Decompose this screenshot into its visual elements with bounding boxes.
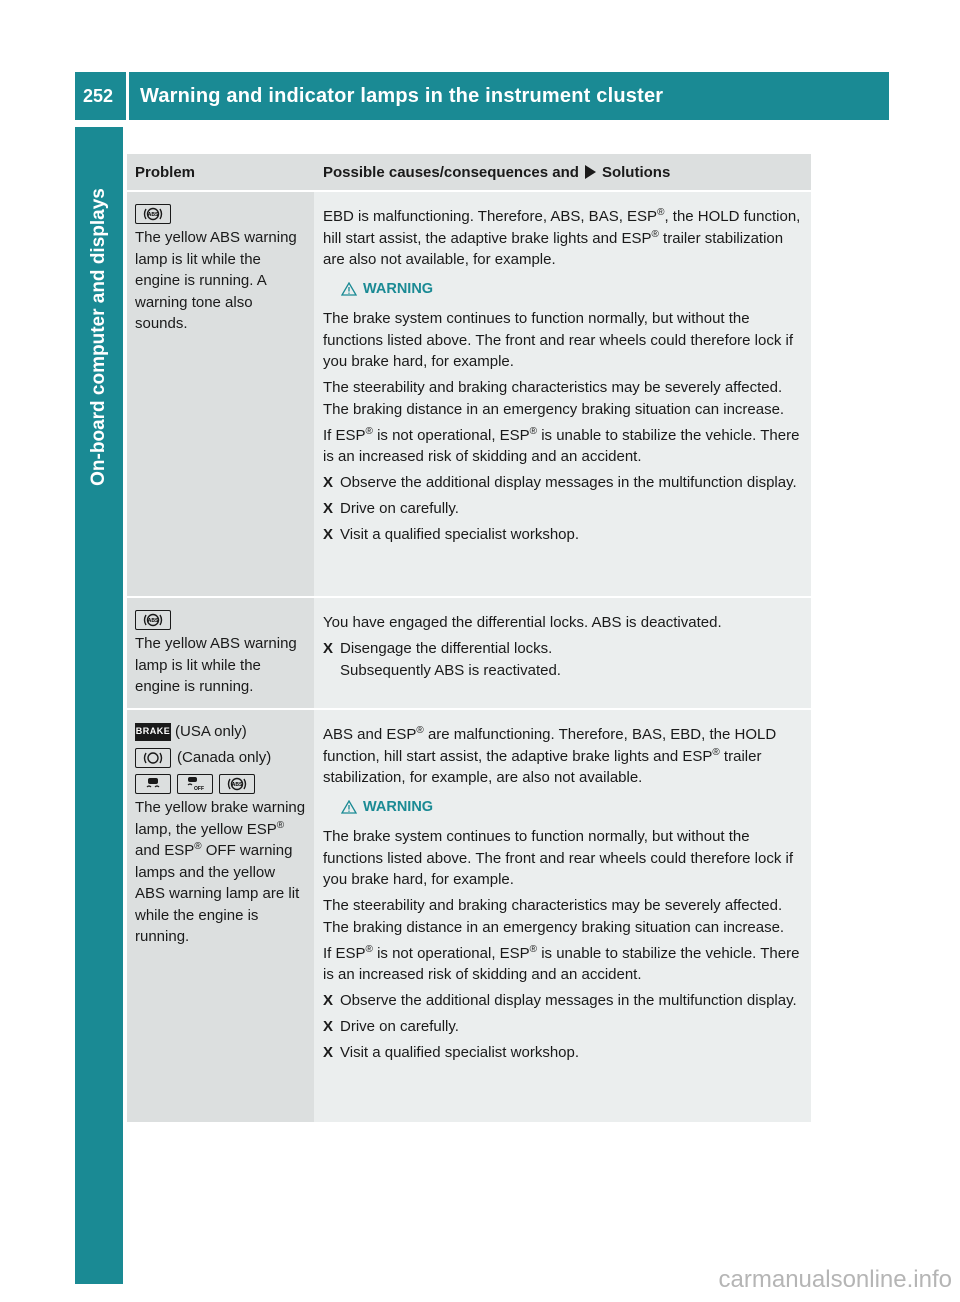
abs-lamp-icon [135, 610, 171, 630]
solution-cell: ABS and ESP® are malfunctioning. Therefore, BAS, EBD, the HOLD function, hill start assist, the adaptive brake lights and ESP® trailer stabilization, for example, are also not available. WARNING The brake system continues to function normally, but without the functions listed above. The front and rear wheels could therefore lock if you brake hard, for example. The steerability and braking characteristics may be severely affected. The braking distance in an emergency braking situation can increase. If ESP® is not operational, ESP® is unable to stabilize the vehicle. There is an increased risk of skidding and an accident. X Observe the additional display messages in the multifunction display. X Drive on carefully. X Visit a qualified specialist workshop. [314, 710, 811, 1122]
table-row [127, 708, 811, 1122]
lamp-table [127, 154, 811, 1122]
warning-heading: WARNING [341, 279, 805, 301]
abs-lamp-icon [219, 774, 255, 794]
chapter-label: On-board computer and displays [88, 188, 109, 486]
svg-text:ABS: ABS [147, 618, 159, 624]
brake-circle-icon [135, 748, 171, 768]
page-number: 252 [83, 85, 114, 106]
chapter-tab [75, 127, 123, 1284]
list-item: X Visit a qualified specialist workshop. [323, 1044, 580, 1061]
esp-off-lamp-icon [177, 774, 213, 794]
problem-cell: BRAKE (USA only) (Canada only) OFF ABS The yellow brake warning lamp, the yellow ESP® and ESP® OFF warning lamps and the yellow ABS warning lamp are lit while the engine is running. [127, 710, 314, 1122]
brake-lamp-icon: BRAKE [135, 723, 171, 741]
list-item: X Observe the additional display messages in the multifunction display. [323, 992, 797, 1009]
problem-text: The yellow brake warning lamp, the yellow ESP® and ESP® OFF warning lamps and the yellow ABS warning lamp are lit while the engine is running. [135, 799, 306, 945]
problem-text: The yellow ABS warning lamp is lit while the engine is running. A warning tone also sounds. [135, 229, 297, 332]
svg-text:ABS: ABS [231, 782, 243, 788]
table-header [127, 154, 811, 190]
col-solutions: Possible causes/consequences and Solutions [323, 163, 671, 181]
solution-cell: You have engaged the differential locks. ABS is deactivated. X Disengage the differential locks. Subsequently ABS is reactivated. [314, 598, 811, 708]
warning-heading: WARNING [341, 797, 805, 819]
page-header [75, 72, 889, 120]
list-item: X Drive on carefully. [323, 1018, 459, 1035]
arrow-right-icon [585, 165, 596, 179]
warning-icon [341, 800, 357, 814]
warning-icon [341, 282, 357, 296]
svg-text:OFF: OFF [194, 786, 204, 792]
list-item: X Observe the additional display messages in the multifunction display. [323, 474, 797, 491]
svg-text:ABS: ABS [147, 212, 159, 218]
abs-lamp-icon [135, 204, 171, 224]
col-problem: Problem [135, 163, 196, 181]
solution-cell: EBD is malfunctioning. Therefore, ABS, BAS, ESP®, the HOLD function, hill start assist, the adaptive brake lights and ESP® trailer stabilization are also not available, for example. WARNING The brake system continues to function normally, but without the functions listed above. The front and rear wheels could therefore lock if you brake hard, for example. The steerability and braking characteristics may be severely affected. The braking distance in an emergency braking situation can increase. If ESP® is not operational, ESP® is unable to stabilize the vehicle. There is an increased risk of skidding and an accident. X Observe the additional display messages in the multifunction display. X Drive on carefully. X Visit a qualified specialist workshop. [314, 192, 811, 596]
problem-text: The yellow ABS warning lamp is lit while the engine is running. [135, 635, 297, 695]
list-item: X Disengage the differential locks. Subsequently ABS is reactivated. [323, 640, 561, 679]
list-item: X Visit a qualified specialist workshop. [323, 526, 580, 543]
table-row [127, 596, 811, 708]
table-row [127, 190, 811, 596]
problem-cell [127, 192, 314, 596]
list-item: X Drive on carefully. [323, 500, 459, 517]
watermark: carmanualsonline.info [718, 1266, 952, 1293]
problem-cell [127, 598, 314, 708]
esp-lamp-icon [135, 774, 171, 794]
page-title: Warning and indicator lamps in the instrument cluster [140, 84, 664, 107]
